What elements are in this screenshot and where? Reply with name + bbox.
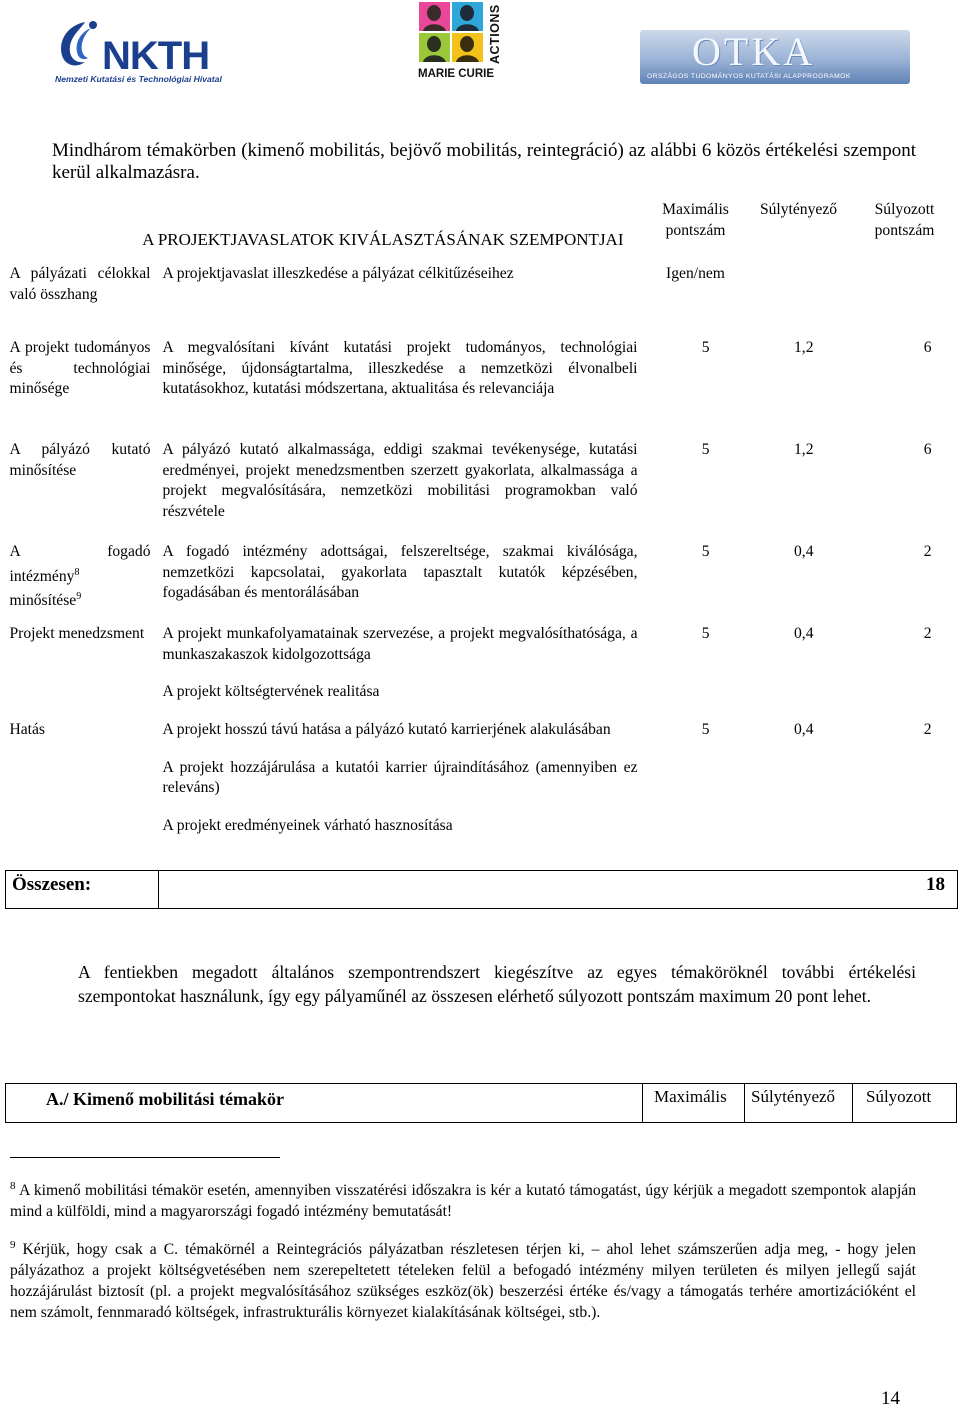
criterion-cell: Projekt menedzsment <box>9 625 145 642</box>
portrait-grid <box>419 2 485 64</box>
footnote-text: Kérjük, hogy csak a C. témakörnél a Reintegrációs pályázatban részletesen térjen ki, – ahol lehet számszerűen adja meg, - hogy jelen pályázathoz a projekt költségvetésében nem szerepeltetett tételeken felül a befogadó intézmény milyen területen és milyen jellegű saját hozzájárulást biztosít (pl. a projekt megvalósításához szükséges eszköz(ök) beszerzési értéke és/vagy a támogatás terhére amortizációként el nem számolt, fennmaradó költségek, infrastrukturális környezet kialakításának költségei, stb.). <box>10 1241 916 1321</box>
nkth-subtitle: Nemzeti Kutatási és Technológiai Hivatal <box>55 74 222 84</box>
description-cell: A pályázó kutató alkalmassága, eddigi szakmai tevékenysége, kutatási eredményei, projekt menedzsmentben szerzett gyakorlata, alkalmassága a projekt megvalósítására, nemzetközi mobilitási programokban való részvétele <box>162 441 638 520</box>
description-text: A projekt munkafolyamatainak szervezése, a projekt megvalósíthatósága, a munkaszakaszok kidolgozottsága <box>162 625 638 663</box>
criterion-word-a: A <box>9 543 21 560</box>
criterion-word-fogado: fogadó <box>107 543 151 560</box>
total-label: Összesen: <box>6 870 159 908</box>
description-cell <box>159 624 646 720</box>
footnote-9 <box>10 1239 916 1323</box>
nkth-swirl-icon <box>55 18 103 70</box>
description-text-2: A projekt költségtervének realitása <box>162 683 380 700</box>
extra-criteria-paragraph: A fentiekben megadott általános szempontrendszert kiegészítve az egyes témaköröknél további értékelési szempontokat használunk, így egy pályaműnél az összesen elérhető súlyozott pontszám maximum 20 pont lehet. <box>78 962 916 1006</box>
page-number: 14 <box>881 1388 900 1409</box>
weight-cell: 1,2 <box>794 441 814 458</box>
section-a-header <box>5 1083 957 1123</box>
table-header-row <box>6 200 958 258</box>
col-header-max: Maximális pontszám <box>662 201 729 239</box>
nkth-logo <box>55 18 245 90</box>
weight-cell: 0,4 <box>794 543 814 560</box>
weighted-cell: 6 <box>923 339 932 356</box>
otka-subtitle: ORSZÁGOS TUDOMÁNYOS KUTATÁSI ALAPPROGRAMOK <box>647 73 851 80</box>
col-header-weighted: Súlyozott pontszám <box>874 201 935 239</box>
criterion-cell <box>6 542 159 624</box>
section-a-col-weighted: Súlyozott <box>866 1087 932 1106</box>
description-cell: A fogadó intézmény adottságai, felszereltsége, szakmai kiválósága, nemzetközi kapcsolatai, gyakorlata tapasztalt kutatók képzésében, fogadásában és mentorálásában <box>162 543 638 601</box>
weighted-cell: 2 <box>923 543 932 560</box>
total-value: 18 <box>159 870 958 908</box>
header-logos <box>0 0 960 95</box>
table-row <box>6 440 958 542</box>
criterion-cell: A pályázati célokkal való összhang <box>9 265 151 303</box>
description-cell: A projektjavaslat illeszkedése a pályázat célkitűzéseihez <box>162 265 514 282</box>
table-row <box>6 338 958 440</box>
max-cell: 5 <box>701 721 710 738</box>
table-row <box>6 720 958 870</box>
max-cell: Igen/nem <box>666 265 725 282</box>
criterion-line <box>10 542 151 563</box>
max-cell: 5 <box>701 339 710 356</box>
footnote-ref-9[interactable]: 9 <box>76 591 82 603</box>
otka-wordmark: OTKA <box>692 29 816 74</box>
section-a-title: A./ Kimenő mobilitási témakör <box>46 1089 284 1109</box>
weight-cell: 1,2 <box>794 339 814 356</box>
table-row <box>6 258 958 338</box>
max-cell: 5 <box>701 543 710 560</box>
weight-cell <box>746 258 852 338</box>
weighted-cell: 2 <box>923 721 932 738</box>
table-row <box>6 624 958 720</box>
portrait-yellow-icon <box>452 33 483 62</box>
weighted-cell <box>852 258 958 338</box>
section-a-col-max: Maximális <box>654 1087 727 1106</box>
description-text-2: A projekt hozzájárulása a kutatói karrier újraindításához (amennyiben ez releváns) <box>162 758 638 796</box>
col-header-weight: Súlytényező <box>759 201 838 218</box>
footnote-text: A kimenő mobilitási témakör esetén, amennyiben visszatérési időszakra is kér a kutató támogatást, úgy kérjük a megadott szempontok alapján mind a külföldi, mind a magyarországi fogadó intézmény bemutatását! <box>10 1182 916 1220</box>
portrait-blue-icon <box>452 2 483 31</box>
criterion-line: intézmény$^8$ <box>9 566 80 585</box>
intro-paragraph: Mindhárom témakörben (kimenő mobilitás, bejövő mobilitás, reintegráció) az alábbi 6 közös értékelési szempont kerül alkalmazásra. <box>52 140 916 183</box>
nkth-wordmark: NKTH <box>102 34 210 78</box>
criterion-cell: A projekt tudományos és technológiai minősége <box>9 339 151 397</box>
criteria-table <box>5 200 958 909</box>
footnote-number: 9 <box>10 1239 16 1251</box>
weight-cell: 0,4 <box>794 721 814 738</box>
marie-curie-actions-label: ACTIONS <box>488 4 502 64</box>
weight-cell: 0,4 <box>794 625 814 642</box>
marie-curie-logo <box>416 2 508 86</box>
description-text-3: A projekt eredményeinek várható hasznosítása <box>162 816 453 834</box>
criterion-text-2: minősítése <box>9 592 77 610</box>
portrait-pink-icon <box>419 2 450 31</box>
table-title: A PROJEKTJAVASLATOK KIVÁLASZTÁSÁNAK SZEMPONTJAI <box>142 230 624 249</box>
description-cell <box>159 720 646 870</box>
otka-logo <box>640 30 910 84</box>
criterion-cell: A pályázó kutató minősítése <box>9 441 151 479</box>
weighted-cell: 6 <box>923 441 932 458</box>
description-text: A projekt hosszú távú hatása a pályázó kutató karrierjének alakulásában <box>162 721 611 738</box>
weighted-cell: 2 <box>923 625 932 642</box>
footnote-separator <box>10 1157 280 1158</box>
section-a-col-weight: Súlytényező <box>751 1087 836 1106</box>
criterion-cell: Hatás <box>9 721 46 738</box>
description-cell: A megvalósítani kívánt kutatási projekt tudományos, technológiai minősége, újdonságtartalma, illeszkedése a nemzetközi élvonalbeli kutatásokhoz, kutatási módszertana, aktualitása és relevanciája <box>162 339 638 397</box>
max-cell: 5 <box>701 441 710 458</box>
marie-curie-wordmark: MARIE CURIE <box>418 68 495 80</box>
criterion-line <box>10 587 151 612</box>
table-total-row <box>6 870 958 908</box>
portrait-green-icon <box>419 33 450 62</box>
max-cell: 5 <box>701 625 710 642</box>
footnote-ref-8[interactable]: 8 <box>74 566 80 578</box>
footnote-8 <box>10 1180 916 1222</box>
footnote-number: 8 <box>10 1180 16 1192</box>
table-row <box>6 542 958 624</box>
